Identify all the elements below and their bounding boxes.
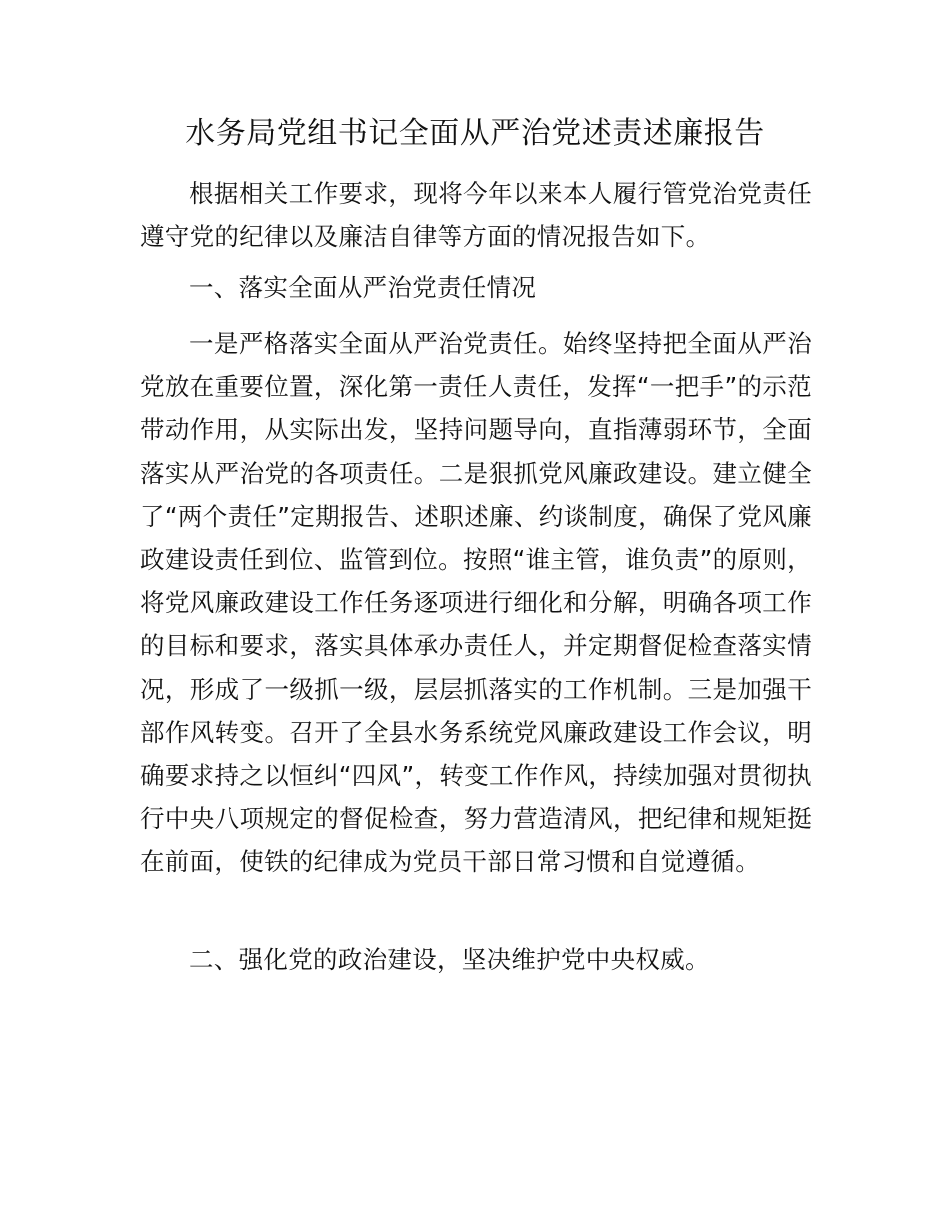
document-title: 水务局党组书记全面从严治党述责述廉报告 — [185, 116, 765, 151]
section-1-heading: 一、落实全面从严治党责任情况 — [189, 273, 537, 302]
section-1-body-paragraph: 一是严格落实全面从严治党责任。始终坚持把全面从严治党放在重要位置，深化第一责任人责任，发挥“一把手”的示范带动作用，从实际出发，坚持问题导向，直指薄弱环节，全面落实从严治党的各项责任。二是狠抓党风廉政建设。建立健全了“两个责任”定期报告、述职述廉、约谈制度，确保了党风廉政建设责任到位、监管到位。按照“谁主管，谁负责”的原则，将党风廉政建设工作任务逐项进行细化和分解，明确各项工作的目标和要求，落实具体承办责任人，并定期督促检查落实情况，形成了一级抓一级，层层抓落实的工作机制。三是加强干部作风转变。召开了全县水务系统党风廉政建设工作会议，明确要求持之以恒纠“四风”，转变工作作风，持续加强对贯彻执行中央八项规定的督促检查，努力营造清风，把纪律和规矩挺在前面，使铁的纪律成为党员干部日常习惯和自觉遵循。 — [140, 329, 812, 877]
section-2-heading: 二、强化党的政治建设，坚决维护党中央权威。 — [189, 945, 710, 974]
intro-paragraph: 根据相关工作要求，现将今年以来本人履行管党治党责任遵守党的纪律以及廉洁自律等方面的情况报告如下。 — [140, 179, 812, 252]
